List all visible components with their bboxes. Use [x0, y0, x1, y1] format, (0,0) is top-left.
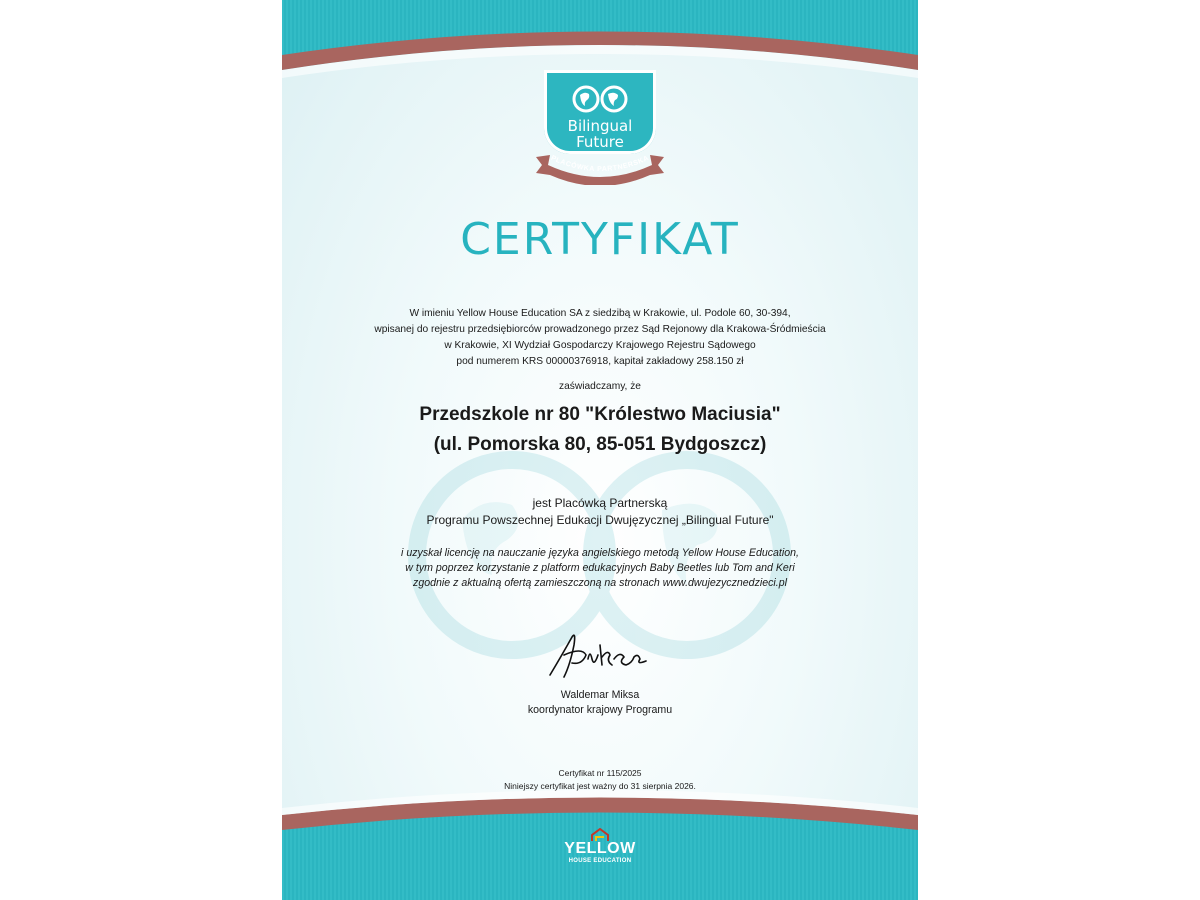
- partner-line: Programu Powszechnej Edukacji Dwujęzycznej „Bilingual Future": [426, 513, 774, 527]
- ribbon-text: PLACÓWKA PARTNERSKA: [549, 154, 651, 174]
- yellow-house-subtitle: HOUSE EDUCATION: [568, 858, 632, 864]
- yellow-house-wordmark: YELLOW: [564, 840, 636, 857]
- signer-name: Waldemar Miksa: [560, 689, 640, 701]
- intro-line: pod numerem KRS 00000376918, kapitał zakładowy 258.150 zł: [456, 356, 744, 367]
- certificate-page: [282, 0, 918, 900]
- partner-statement: [282, 495, 918, 529]
- partner-line: jest Placówką Partnerską: [532, 496, 668, 510]
- intro-line: w Krakowie, XI Wydział Gospodarczy Krajowego Rejestru Sądowego: [444, 340, 756, 351]
- yellow-house-logo: [562, 828, 638, 868]
- recipient-block: [282, 400, 918, 460]
- recipient-name: Przedszkole nr 80 "Królestwo Maciusia": [419, 404, 781, 425]
- certificate-number: Certyfikat nr 115/2025: [558, 768, 642, 778]
- recipient-address: (ul. Pomorska 80, 85-051 Bydgoszcz): [433, 434, 767, 455]
- svg-text:PLACÓWKA PARTNERSKA: [550, 155, 651, 173]
- attest-text: zaświadczamy, że: [559, 381, 641, 392]
- signer-role: koordynator krajowy Programu: [527, 704, 673, 716]
- license-line: i uzyskał licencję na nauczanie języka angielskiego metodą Yellow House Education,: [401, 547, 799, 559]
- license-line: w tym poprzez korzystanie z platform edukacyjnych Baby Beetles lub Tom and Keri: [405, 562, 795, 574]
- certificate-title: CERTYFIKAT: [460, 214, 740, 265]
- certificate-info: [282, 767, 918, 793]
- logo-line-1: Bilingual: [567, 117, 633, 135]
- license-statement: [282, 546, 918, 591]
- partner-ribbon: [532, 153, 668, 185]
- certificate-validity: Niniejszy certyfikat jest ważny do 31 sierpnia 2026.: [504, 781, 696, 791]
- globes-icon: [568, 84, 632, 114]
- handwritten-signature: [542, 625, 652, 685]
- logo-line-2: Future: [576, 133, 624, 151]
- bilingual-future-logo: [544, 70, 656, 154]
- intro-line: wpisanej do rejestru przedsiębiorców prowadzonego przez Sąd Rejonowy dla Krakowa-Śródmieścia: [374, 324, 826, 335]
- issuer-paragraph: [282, 306, 918, 370]
- intro-line: W imieniu Yellow House Education SA z siedzibą w Krakowie, ul. Podole 60, 30-394,: [409, 308, 791, 319]
- signer-block: [282, 688, 918, 718]
- license-line: zgodnie z aktualną ofertą zamieszczoną na stronach www.dwujezycznedzieci.pl: [413, 577, 787, 589]
